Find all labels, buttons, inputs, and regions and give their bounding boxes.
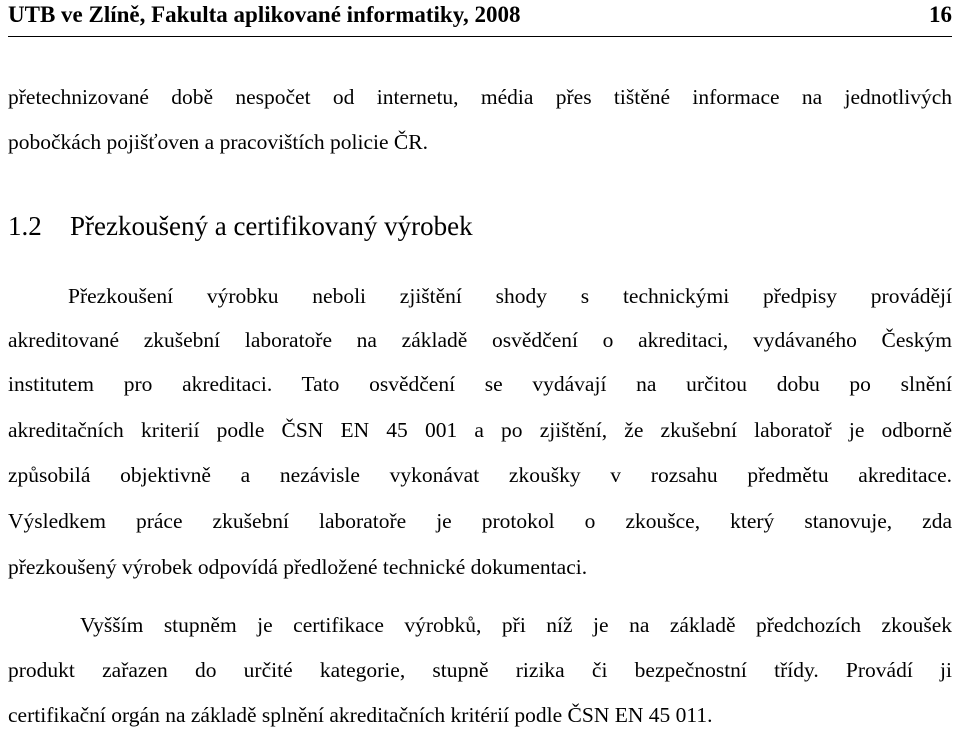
page-number: 16 xyxy=(929,2,952,27)
paragraph-line: certifikační orgán na základě splnění akreditačních kritérií podle ČSN EN 45 011. xyxy=(8,703,713,727)
section-heading xyxy=(8,211,473,242)
paragraph-line: Přezkoušení výrobku neboli zjištění shody s technickými předpisy provádějí xyxy=(68,284,952,308)
section-number: 1.2 xyxy=(8,211,42,241)
header-title: UTB ve Zlíně, Fakulta aplikované informatiky, 2008 xyxy=(8,2,521,27)
paragraph-line: Vyšším stupněm je certifikace výrobků, při níž je na základě předchozích zkoušek xyxy=(80,613,952,637)
page-header xyxy=(8,0,952,37)
paragraph-line: Výsledkem práce zkušební laboratoře je protokol o zkoušce, který stanovuje, zda xyxy=(8,509,952,533)
intro-line: přetechnizované době nespočet od internetu, média přes tištěné informace na jednotlivých xyxy=(8,85,952,109)
intro-line: pobočkách pojišťoven a pracovištích policie ČR. xyxy=(8,130,428,154)
paragraph-line: akreditačních kriterií podle ČSN EN 45 001 a po zjištění, že zkušební laboratoř je odborně xyxy=(8,418,952,442)
paragraph-line: přezkoušený výrobek odpovídá předložené technické dokumentaci. xyxy=(8,555,588,579)
paragraph-line: způsobilá objektivně a nezávisle vykonávat zkoušky v rozsahu předmětu akreditace. xyxy=(8,463,952,487)
section-title: Přezkoušený a certifikovaný výrobek xyxy=(70,211,473,241)
paragraph-line: akreditované zkušební laboratoře na základě osvědčení o akreditaci, vydávaného Českým xyxy=(8,328,952,352)
paragraph-line: institutem pro akreditaci. Tato osvědčení se vydávají na určitou dobu po slnění xyxy=(8,372,952,396)
paragraph-line: produkt zařazen do určité kategorie, stupně rizika či bezpečnostní třídy. Provádí ji xyxy=(8,658,952,682)
